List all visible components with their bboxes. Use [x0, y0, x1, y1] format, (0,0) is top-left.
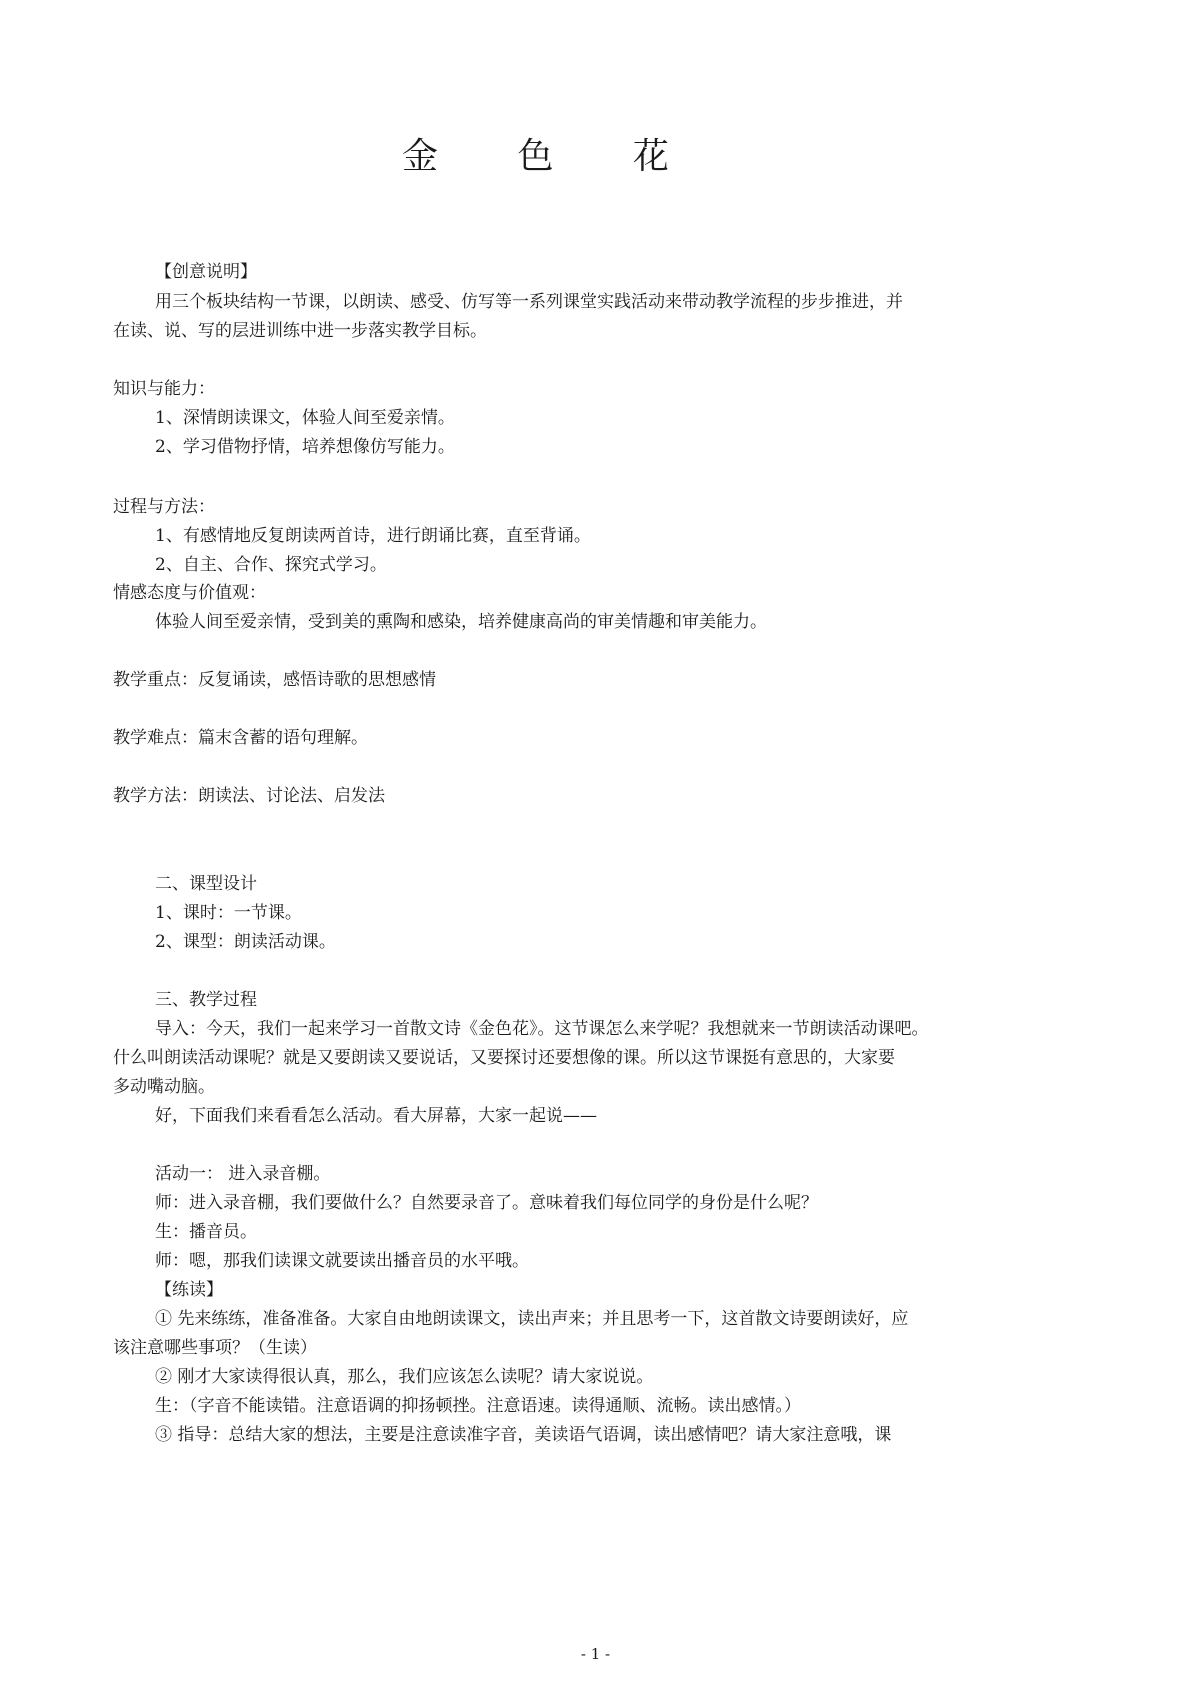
process-item: 2、自主、合作、探究式学习。	[155, 555, 387, 575]
creative-body-line: 用三个板块结构一节课，以朗读、感受、仿写等一系列课堂实践活动来带动教学流程的步步推进，并	[155, 292, 903, 312]
practice-heading: 【练读】	[155, 1280, 223, 1300]
key-point: 教学重点：反复诵读，感悟诗歌的思想感情	[113, 670, 436, 690]
practice-line: 该注意哪些事项？（生读）	[113, 1338, 317, 1358]
process-heading: 过程与方法：	[113, 497, 215, 517]
emotion-heading: 情感态度与价值观：	[113, 583, 266, 603]
practice-line: ② 刚才大家读得很认真，那么，我们应该怎么读呢？请大家说说。	[155, 1367, 654, 1387]
page-title: 金 色 花	[402, 136, 703, 177]
creative-heading: 【创意说明】	[155, 262, 257, 282]
knowledge-item: 1、深情朗读课文，体验人间至爱亲情。	[155, 408, 455, 428]
practice-line: 生：（字音不能读错。注意语调的抑扬顿挫。注意语速。读得通顺、流畅。读出感情。）	[155, 1396, 801, 1416]
design-item: 1、课时：一节课。	[155, 903, 302, 923]
emotion-body: 体验人间至爱亲情，受到美的熏陶和感染，培养健康高尚的审美情趣和审美能力。	[155, 612, 767, 632]
practice-line: ① 先来练练，准备准备。大家自由地朗读课文，读出声来；并且思考一下，这首散文诗要朗读好，应	[155, 1309, 909, 1329]
activity-line: 活动一： 进入录音棚。	[155, 1164, 331, 1184]
practice-line: ③ 指导：总结大家的想法，主要是注意读准字音，美读语气语调，读出感情吧？请大家注意哦，课	[155, 1425, 892, 1445]
knowledge-heading: 知识与能力：	[113, 379, 215, 399]
intro-line: 导入：今天，我们一起来学习一首散文诗《金色花》。这节课怎么来学呢？我想就来一节朗读活动课吧。	[155, 1019, 929, 1039]
design-item: 2、课型：朗读活动课。	[155, 932, 336, 952]
knowledge-item: 2、学习借物抒情，培养想像仿写能力。	[155, 437, 455, 457]
process-item: 1、有感情地反复朗读两首诗，进行朗诵比赛，直至背诵。	[155, 526, 591, 546]
activity-line: 师：进入录音棚，我们要做什么？自然要录音了。意味着我们每位同学的身份是什么呢？	[155, 1193, 818, 1213]
teaching-heading: 三、教学过程	[155, 990, 257, 1010]
screen-line: 好，下面我们来看看怎么活动。看大屏幕，大家一起说——	[155, 1106, 597, 1126]
activity-line: 生：播音员。	[155, 1222, 257, 1242]
creative-body-line: 在读、说、写的层进训练中进一步落实教学目标。	[113, 321, 487, 341]
page-number: - 1 -	[580, 1645, 611, 1663]
difficulty: 教学难点：篇末含蓄的语句理解。	[113, 728, 368, 748]
design-heading: 二、课型设计	[155, 874, 257, 894]
teaching-method: 教学方法：朗读法、讨论法、启发法	[113, 786, 385, 806]
activity-line: 师：嗯，那我们读课文就要读出播音员的水平哦。	[155, 1251, 529, 1271]
intro-line: 多动嘴动脑。	[113, 1077, 215, 1097]
intro-line: 什么叫朗读活动课呢？就是又要朗读又要说话，又要探讨还要想像的课。所以这节课挺有意思的，大家要	[113, 1048, 895, 1068]
